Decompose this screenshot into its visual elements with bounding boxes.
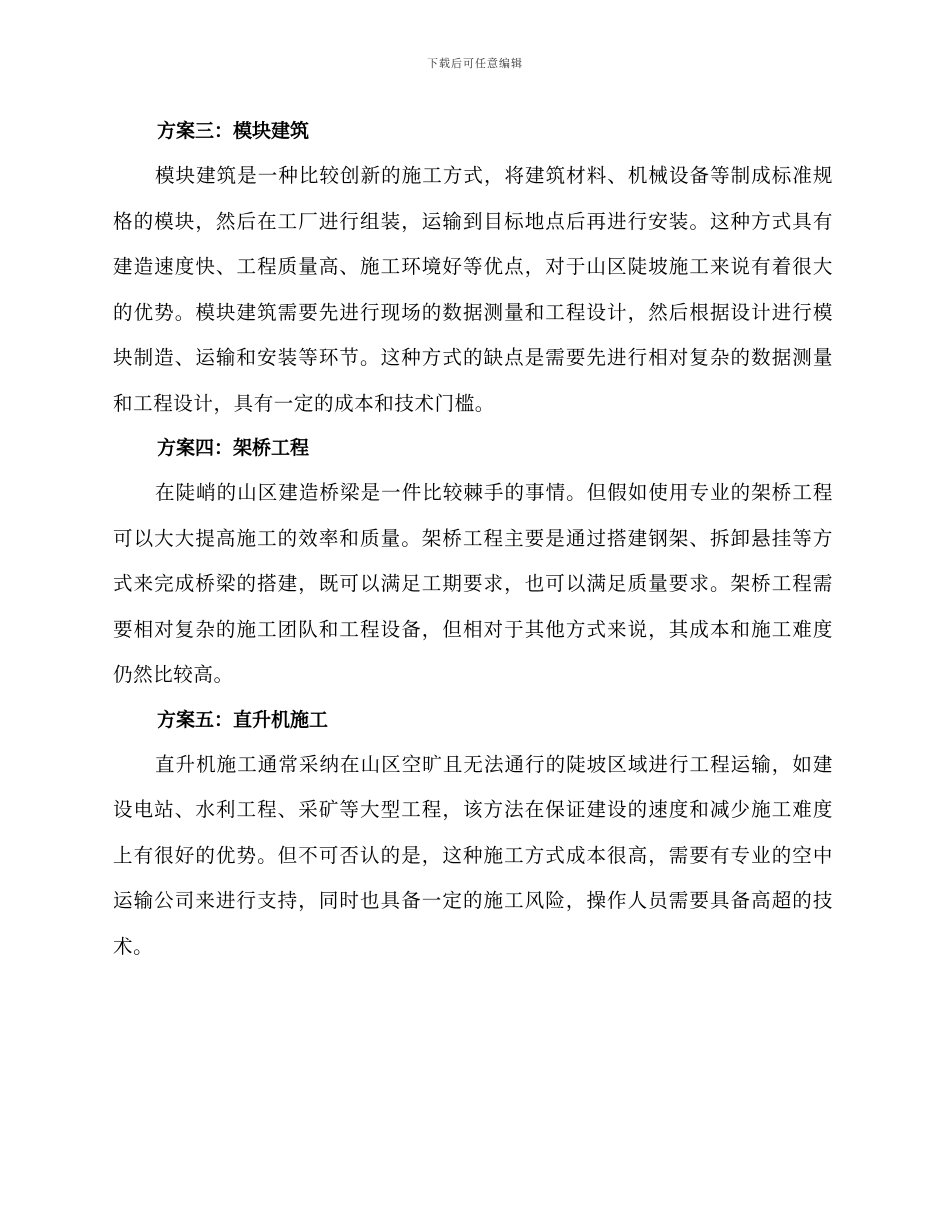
section-paragraph-module-building: 模块建筑是一种比较创新的施工方式，将建筑材料、机械设备等制成标准规格的模块，然后在工厂进行组装，运输到目标地点后再进行安装。这种方式具有建造速度快、工程质量高、施工环境好等优点，对于山区陡坡施工来说有着很大的优势。模块建筑需要先进行现场的数据测量和工程设计，然后根据设计进行模块制造、运输和安装等环节。这种方式的缺点是需要先进行相对复杂的数据测量和工程设计，具有一定的成本和技术门槛。 <box>113 164 833 415</box>
header-note: 下载后可任意编辑 <box>427 57 523 70</box>
section-heading-module-building: 方案三：模块建筑 <box>157 120 310 142</box>
section-heading-helicopter-construction: 方案五：直升机施工 <box>157 708 329 731</box>
section-paragraph-helicopter-construction: 直升机施工通常采纳在山区空旷且无法通行的陡坡区域进行工程运输，如建设电站、水利工程、采矿等大型工程，该方法在保证建设的速度和减少施工难度上有很好的优势。但不可否认的是，这种施工方式成本很高，需要有专业的空中运输公司来进行支持，同时也具备一定的施工风险，操作人员需要具备高超的技术。 <box>113 752 833 958</box>
section-paragraph-bridge-engineering: 在陡峭的山区建造桥梁是一件比较棘手的事情。但假如使用专业的架桥工程可以大大提高施工的效率和质量。架桥工程主要是通过搭建钢架、拆卸悬挂等方式来完成桥梁的搭建，既可以满足工期要求，也可以满足质量要求。架桥工程需要相对复杂的施工团队和工程设备，但相对于其他方式来说，其成本和施工难度仍然比较高。 <box>113 481 833 686</box>
document-body <box>113 109 833 969</box>
section-heading-bridge-engineering: 方案四：架桥工程 <box>157 437 310 459</box>
